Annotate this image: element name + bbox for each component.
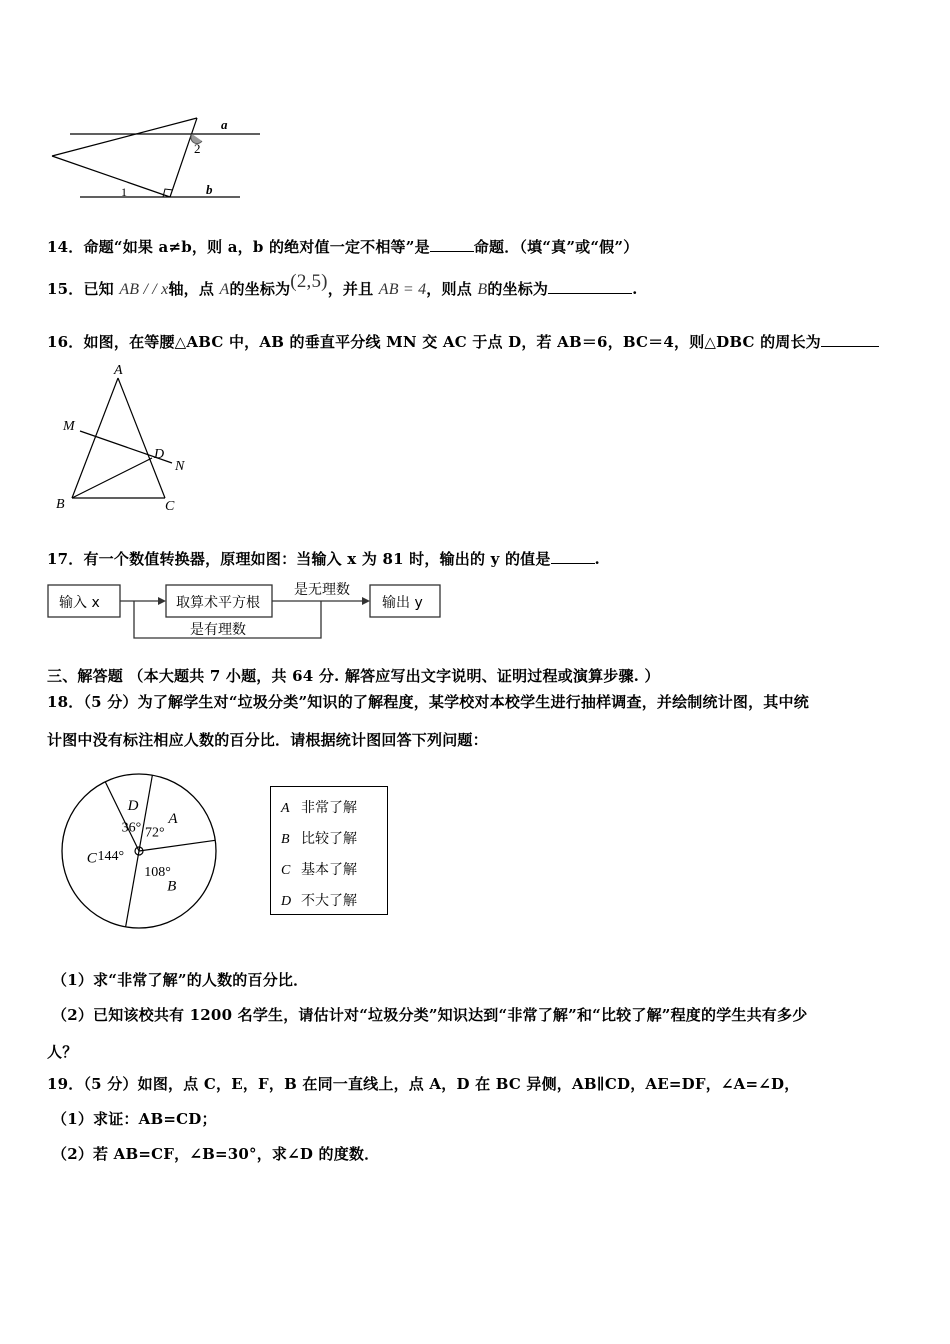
label-N: N <box>175 459 185 474</box>
output-label: 输出 y <box>382 595 423 611</box>
question-18-part1: （1）求“非常了解”的人数的百分比． <box>52 971 309 989</box>
pie-category-label-C: C <box>86 850 97 867</box>
legend-item-B <box>281 828 387 859</box>
q17-blank <box>551 549 595 564</box>
pie-value-label-D: 36° <box>121 820 142 836</box>
legend-item-C <box>281 859 387 890</box>
side-ac <box>118 378 165 498</box>
legend-key: B <box>281 832 290 847</box>
legend-label: 基本了解 <box>301 862 357 878</box>
q17-text: 17．有一个数值转换器，原理如图：当输入 x 为 81 时，输出的 y 的值是 <box>47 550 551 568</box>
q16-blank <box>821 332 879 347</box>
q15-ab-len: AB = 4 <box>378 281 427 298</box>
q15-point-b: B <box>477 281 488 298</box>
angle-2-label: 2 <box>194 141 201 156</box>
triangle-side-left-bottom <box>52 156 170 197</box>
q15-ab-parallel: AB / / x <box>119 281 169 298</box>
label-b: b <box>206 182 213 197</box>
q16-text: 16．如图，在等腰△ABC 中，AB 的垂直平分线 MN 交 AC 于点 D，若 AB＝6，BC＝4，则△DBC 的周长为 <box>47 333 821 351</box>
pie-category-label-D: D <box>127 798 139 815</box>
isosceles-triangle-figure <box>50 360 210 520</box>
q15-mid3: ，并且 <box>327 280 374 298</box>
legend-item-A <box>281 797 387 828</box>
pie-category-label-B: B <box>167 878 177 895</box>
q15-end: . <box>632 280 638 298</box>
angle-1-label: 1 <box>121 185 127 199</box>
question-14 <box>47 236 638 257</box>
q15-mid5: 的坐标为 <box>487 280 549 298</box>
legend-key: D <box>281 894 292 909</box>
pie-chart <box>55 772 235 932</box>
question-18-part2-line2: 人？ <box>47 1043 78 1061</box>
question-19-part1: （1）求证：AB=CD； <box>52 1110 217 1128</box>
legend-label: 比较了解 <box>301 831 357 847</box>
question-19-part2: （2）若 AB=CF，∠B=30°，求∠D 的度数． <box>52 1145 380 1163</box>
legend-label: 非常了解 <box>301 800 357 816</box>
parallel-lines-figure <box>40 108 280 208</box>
label-B: B <box>56 497 65 512</box>
label-D: D <box>154 447 165 462</box>
q17-end: . <box>594 550 600 568</box>
input-label: 输入 x <box>59 595 100 611</box>
q15-prefix: 15．已知 <box>47 280 114 298</box>
label-a: a <box>221 117 228 132</box>
legend-key: A <box>281 801 290 816</box>
question-18-line1: 18．（5 分）为了解学生对“垃圾分类”知识的了解程度，某学校对本校学生进行抽样调查，并绘制统计图，其中统 <box>47 693 809 711</box>
converter-flowchart <box>44 576 444 642</box>
question-17 <box>47 548 600 569</box>
q15-coord: (2,5) <box>290 271 328 292</box>
section-3-heading: 三、解答题 （本大题共 7 小题，共 64 分. 解答应写出文字说明、证明过程或演算步骤. ） <box>47 667 660 685</box>
segment-bd <box>72 458 152 498</box>
q14-blank <box>430 237 474 252</box>
q15-point-a: A <box>219 281 230 298</box>
rational-label: 是有理数 <box>190 622 246 638</box>
pie-category-label-A: A <box>168 810 178 827</box>
pie-value-label-B: 108° <box>144 864 171 880</box>
label-A: A <box>114 363 123 378</box>
question-16 <box>47 331 879 352</box>
question-18-part2-line1: （2）已知该校共有 1200 名学生，请估计对“垃圾分类”知识达到“非常了解”和“比较了解”程度的学生共有多少 <box>52 1006 808 1024</box>
label-M: M <box>63 419 75 434</box>
process-label: 取算术平方根 <box>176 595 260 611</box>
question-19-line1: 19．（5 分）如图，点 C，E，F，B 在同一直线上，点 A，D 在 BC 异侧，AB∥CD，AE=DF，∠A=∠D， <box>47 1075 800 1093</box>
legend-item-D <box>281 890 387 921</box>
q14-text: 14．命题“如果 a≠b，则 a，b 的绝对值一定不相等”是 <box>47 238 430 256</box>
q15-mid2: 的坐标为 <box>229 280 291 298</box>
question-18-line2: 计图中没有标注相应人数的百分比．请根据统计图回答下列问题： <box>47 731 488 749</box>
q14-tail: 命题．（填“真”或“假”） <box>473 238 639 256</box>
q15-mid4: ，则点 <box>426 280 472 298</box>
legend-key: C <box>281 863 291 878</box>
q15-blank <box>548 279 632 294</box>
pie-value-label-C: 144° <box>97 848 125 864</box>
triangle-side-left-top <box>52 118 197 156</box>
question-15 <box>47 271 638 300</box>
label-C: C <box>165 499 175 514</box>
pie-legend <box>270 786 388 915</box>
q15-mid1: 轴，点 <box>168 280 215 298</box>
side-ab <box>72 378 118 498</box>
legend-items <box>271 787 387 921</box>
legend-label: 不大了解 <box>301 893 357 909</box>
triangle-side-right <box>170 118 197 197</box>
irrational-label: 是无理数 <box>294 582 350 598</box>
pie-value-label-A: 72° <box>144 825 165 841</box>
